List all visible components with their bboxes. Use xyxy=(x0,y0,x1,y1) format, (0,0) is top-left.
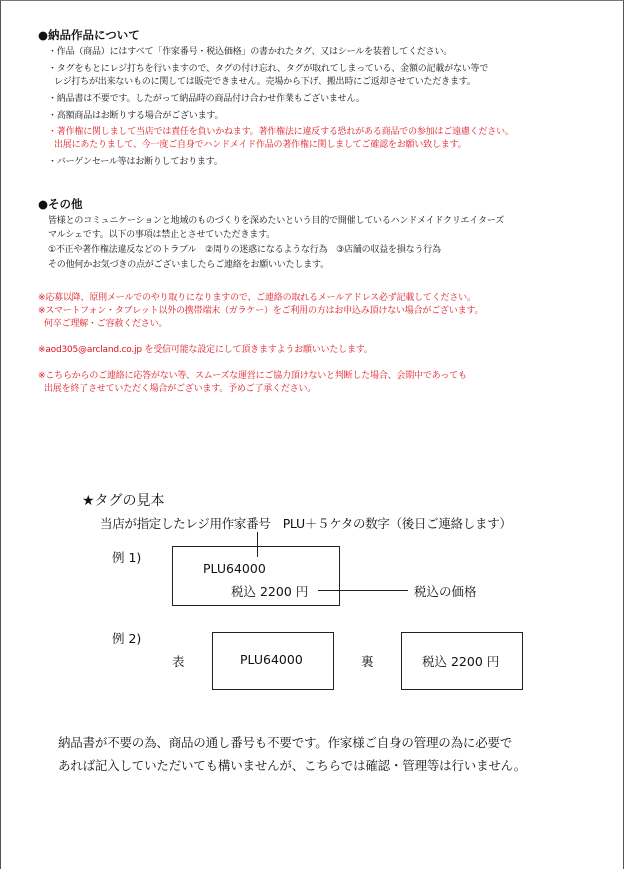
price-note: 税込の価格 xyxy=(414,584,477,599)
notice-phone: ※スマートフォン・タブレット以外の携帯端末（ガラケー）をご利用の方はお申込み頂けない場合がございます。 xyxy=(38,306,484,316)
price-pointer-line xyxy=(318,590,408,591)
delivery-item: レジ打ちが出来ないものに関しては販売できません。売場から下げ、搬出時にご返却させていただきます。 xyxy=(54,77,476,87)
copyright-notice: ・著作権に関しまして当店では責任を負いかねます。著作権法に違反する恐れがある商品での参加はご遠慮ください。 xyxy=(48,127,514,137)
footer-text: 納品書が不要の為、商品の通し番号も不要です。作家様ご自身の管理の為に必要で xyxy=(58,735,513,750)
delivery-item: ・作品（商品）にはすべて「作家番号・税込価格」の書かれたタグ、又はシールを装着してください。 xyxy=(48,47,453,57)
delivery-item: ・タグをもとにレジ打ちを行いますので、タグの付け忘れ、タグが取れてしまっている、金額の記載がない等で xyxy=(48,64,489,74)
other-text: その他何かお気づきの点がございましたらご連絡をお願いいたします。 xyxy=(48,260,329,270)
delivery-item: ・納品書は不要です。したがって納品時の商品付け合わせ作業もございません。 xyxy=(48,94,365,104)
notice-termination: 出展を終了させていただく場合がございます。予めご了承ください。 xyxy=(44,384,317,394)
tag-price: 税込 2200 円 xyxy=(231,584,309,599)
delivery-item: ・バーゲンセール等はお断りしております。 xyxy=(48,157,223,167)
copyright-notice: 出展にあたりまして、今一度ご自身でハンドメイド作品の著作権に関しましてご確認をお願い致します。 xyxy=(54,140,467,150)
notice-termination: ※こちらからのご連絡に応答がない等、スムーズな運営にご協力頂けないと判断した場合、会期中であっても xyxy=(38,371,467,381)
notice-email: ※応募以降、原則メールでのやり取りになりますので、ご連絡の取れるメールアドレス必ず記載してください。 xyxy=(38,293,476,303)
example2-label: 例 2) xyxy=(112,631,142,646)
tag-front-value: PLU64000 xyxy=(240,652,303,667)
notice-phone: 何卒ご理解・ご容赦ください。 xyxy=(44,319,168,329)
section-heading-delivery: ●納品作品について xyxy=(38,28,140,42)
section-heading-other: ●その他 xyxy=(38,197,83,211)
other-text: マルシェです。以下の事項は禁止とさせていただきます。 xyxy=(48,230,275,240)
sample-subtitle: 当店が指定したレジ用作家番号 PLU＋５ケタの数字（後日ご連絡します） xyxy=(100,516,512,531)
example1-label: 例 1) xyxy=(112,550,142,565)
tag-plu-number: PLU64000 xyxy=(203,561,266,576)
other-text: ①不正や著作権法違反などのトラブル ②周りの迷惑になるような行為 ③店舗の収益を損なう行為 xyxy=(48,245,441,255)
front-label: 表 xyxy=(172,654,185,669)
sample-title: ★タグの見本 xyxy=(82,493,165,509)
other-text: 皆様とのコミュニケーションと地域のものづくりを深めたいという目的で開催しているハンドメイドクリエイターズ xyxy=(48,216,504,226)
tag-back-value: 税込 2200 円 xyxy=(422,654,500,669)
footer-text: あれば記入していただいても構いませんが、こちらでは確認・管理等は行いません。 xyxy=(58,758,527,773)
delivery-item: ・高額商品はお断りする場合がございます。 xyxy=(48,111,224,121)
back-label: 裏 xyxy=(361,654,374,669)
notice-address: ※aod305@arcland.co.jp を受信可能な設定にして頂きますようお願いいたします。 xyxy=(38,345,373,355)
